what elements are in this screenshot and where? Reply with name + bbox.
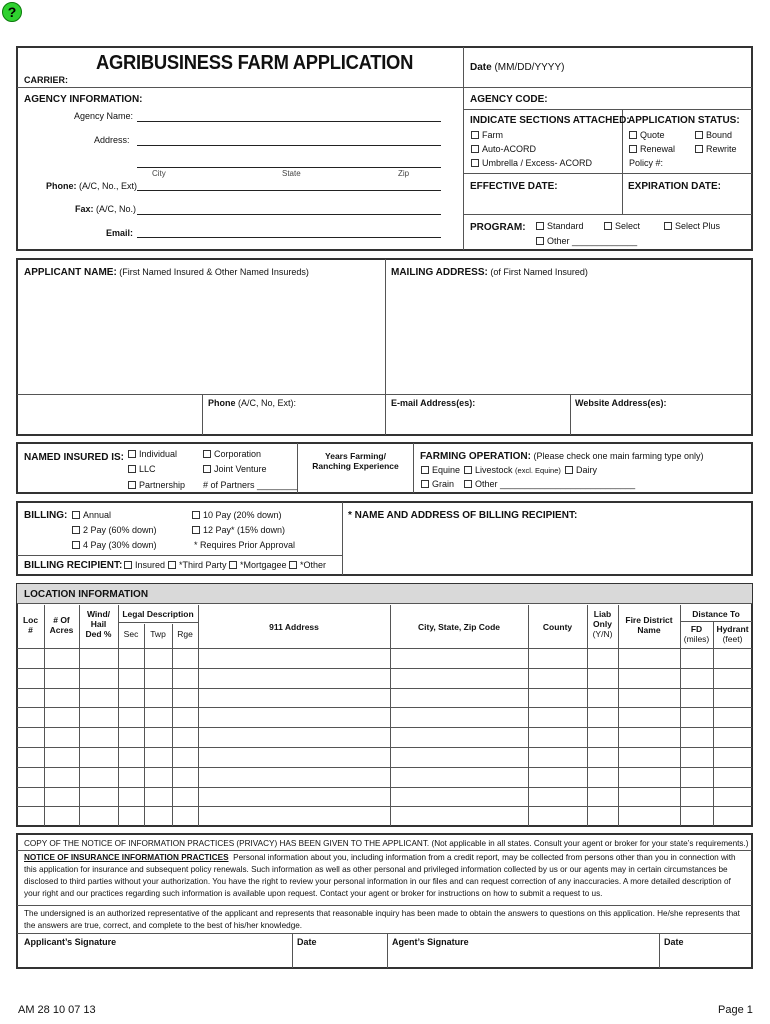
carrier-label: CARRIER: [24,75,68,85]
agency-info-heading: AGENCY INFORMATION: [24,94,143,105]
table-row-divider [17,688,752,689]
email-field[interactable] [137,237,441,238]
checkbox[interactable] [124,561,132,569]
checkbox[interactable] [72,541,80,549]
program-select-plus[interactable]: Select Plus [664,221,720,231]
billing-recipient-label: BILLING RECIPIENT: [24,560,123,571]
status-heading: APPLICATION STATUS: [628,115,740,126]
checkbox[interactable] [128,450,136,458]
checkbox[interactable] [192,511,200,519]
checkbox[interactable] [421,466,429,474]
table-subheader-divider [118,622,198,623]
form-number: AM 28 10 07 13 [18,1004,96,1016]
named-insured-label: NAMED INSURED IS: [24,452,125,463]
privacy-copy-statement: COPY OF THE NOTICE OF INFORMATION PRACTICES (PRIVACY) HAS BEEN GIVEN TO THE APPLICANT. (Not applicable in all states. Consult your agent or broker for your state’s requirements.) [24,839,749,848]
table-col-divider [172,624,173,826]
table-row-divider [17,648,752,649]
email-label: Email: [106,228,134,238]
checkbox[interactable] [471,145,479,153]
agency-code-label: AGENCY CODE: [470,94,548,105]
col-address: 911 Address [269,622,319,632]
col-wind-hail: Wind/ Hail Ded % [85,609,112,639]
program-standard[interactable]: Standard [536,221,584,231]
col-city: City, State, Zip Code [417,622,501,632]
checkbox[interactable] [168,561,176,569]
table-row-divider [17,767,752,768]
agent-date-field[interactable]: Date [664,937,684,947]
notice-paragraph: NOTICE OF INSURANCE INFORMATION PRACTICES Personal information about you, including information from a credit report, may be collected from persons other than you in connection with this application for insurance and subsequent policy renewals. Such information as well as other personal and privileged information collected by us or our agents may in certain circumstances be disclosed to third parties without your authorization. You have the right to review your personal information in our files and can request correction of any inaccuracies. A more detailed description of your right and our practices regarding such information is available upon request. Contact your agent or broker for instructions on how to submit a request to us. [24,853,736,898]
agency-name-label: Agency Name: [74,111,134,121]
mailing-address-label[interactable]: MAILING ADDRESS: (of First Named Insured) [391,267,588,278]
checkbox[interactable] [604,222,612,230]
effective-date-label[interactable]: EFFECTIVE DATE: [470,181,558,192]
zip-caption: Zip [398,169,410,178]
table-subheader-divider [680,621,752,622]
checkbox[interactable] [128,481,136,489]
section-farm[interactable]: Farm [471,130,503,140]
status-bound[interactable]: Bound [695,130,732,140]
fax-label: Fax: (A/C, No.) [75,204,137,214]
col-fire: Fire District Name [625,615,673,635]
col-sec: Sec [123,629,139,639]
checkbox[interactable] [229,561,237,569]
checkbox[interactable] [192,526,200,534]
checkbox[interactable] [421,480,429,488]
status-quote[interactable]: Quote [629,130,665,140]
checkbox[interactable] [695,145,703,153]
section-auto[interactable]: Auto-ACORD [471,144,536,154]
billing-2pay[interactable]: 2 Pay (60% down) [72,525,157,535]
farm-grain[interactable]: Grain [421,479,454,489]
col-acres: # Of Acres [49,615,74,635]
attestation-paragraph: The undersigned is an authorized representative of the applicant and represents that reasonable inquiry has been made to obtain the answers to questions on this application. He/she represents that the answers are true, correct, and complete to the best of his/her knowledge. [24,909,740,930]
sections-heading: INDICATE SECTIONS ATTACHED: [470,115,630,126]
checkbox[interactable] [203,465,211,473]
table-col-divider [44,605,45,826]
table-row-divider [17,747,752,748]
recipient-insured[interactable]: Insured [124,560,165,570]
checkbox[interactable] [664,222,672,230]
expiration-date-label[interactable]: EXPIRATION DATE: [628,181,721,192]
table-row-divider [17,727,752,728]
checkbox[interactable] [471,131,479,139]
ni-corporation[interactable]: Corporation [203,449,261,459]
table-col-divider [144,624,145,826]
farming-operation-label: FARMING OPERATION: (Please check one main farming type only) [420,451,704,462]
address-field-1[interactable] [137,145,441,146]
applicant-email-label[interactable]: E-mail Address(es): [391,398,476,408]
col-rge: Rge [177,629,193,639]
checkbox[interactable] [72,511,80,519]
recipient-third-party[interactable]: *Third Party [168,560,227,570]
status-renewal[interactable]: Renewal [629,144,675,154]
billing-annual[interactable]: Annual [72,510,111,520]
ni-individual[interactable]: Individual [128,449,177,459]
billing-4pay[interactable]: 4 Pay (30% down) [72,540,157,550]
col-liab: Liab Only (Y/N) [592,609,613,639]
applicant-signature-field[interactable]: Applicant’s Signature [24,937,117,947]
checkbox[interactable] [203,450,211,458]
table-row-divider [17,806,752,807]
website-label[interactable]: Website Address(es): [575,398,667,408]
ni-llc[interactable]: LLC [128,464,156,474]
applicant-phone-label[interactable]: Phone (A/C, No, Ext): [208,398,297,408]
applicant-date-field[interactable]: Date [297,937,317,947]
billing-approval-note: * Requires Prior Approval [194,540,296,550]
program-label: PROGRAM: [470,222,526,233]
address-field-2[interactable] [137,167,441,168]
section-umbrella[interactable]: Umbrella / Excess- ACORD [471,158,592,168]
farm-equine[interactable]: Equine [421,465,460,475]
checkbox[interactable] [695,131,703,139]
col-county: County [542,622,573,632]
ni-partnership[interactable]: Partnership [128,480,185,490]
checkbox[interactable] [464,466,472,474]
col-twp: Twp [150,629,166,639]
city-caption: City [152,169,166,178]
form-title: AGRIBUSINESS FARM APPLICATION [96,52,414,74]
help-glyph: ? [7,4,17,20]
help-icon[interactable] [2,2,22,22]
table-col-divider [618,605,619,826]
col-fd: FD (miles) [683,624,710,644]
farm-other[interactable]: Other ___________________________ [464,479,635,489]
agent-signature-field[interactable]: Agent’s Signature [392,937,469,947]
farm-livestock[interactable]: Livestock (excl. Equine) [464,465,561,475]
checkbox[interactable] [629,131,637,139]
table-row-divider [17,668,752,669]
years-farming-label[interactable]: Years Farming/ Ranching Experience [312,451,399,471]
col-distance: Distance To [692,609,740,619]
checkbox[interactable] [128,465,136,473]
billing-label: BILLING: [24,510,68,521]
checkbox[interactable] [289,561,297,569]
policy-number-label[interactable]: Policy #: [629,158,664,168]
state-caption: State [282,169,301,178]
table-row-divider [17,787,752,788]
checkbox[interactable] [471,159,479,167]
billing-10pay[interactable]: 10 Pay (20% down) [192,510,282,520]
checkbox[interactable] [536,222,544,230]
program-other[interactable]: Other _____________ [536,236,637,246]
table-col-divider [528,605,529,826]
checkbox[interactable] [565,466,573,474]
table-row-divider [17,707,752,708]
billing-12pay[interactable]: 12 Pay* (15% down) [192,525,285,535]
status-rewrite[interactable]: Rewrite [695,144,737,154]
col-hydrant: Hydrant (feet) [716,624,749,644]
phone-field[interactable] [137,190,441,191]
ni-num-partners[interactable]: # of Partners ________ [203,480,298,490]
page-number: Page 1 [718,1004,753,1016]
phone-label: Phone: (A/C, No., Ext) [46,181,138,191]
table-col-divider [390,605,391,826]
checkbox[interactable] [629,145,637,153]
address-label: Address: [94,135,130,145]
farm-dairy[interactable]: Dairy [565,465,597,475]
col-legal: Legal Description [122,609,194,619]
applicant-name-label[interactable]: APPLICANT NAME: (First Named Insured & Other Named Insureds) [24,267,309,278]
checkbox[interactable] [536,237,544,245]
col-loc: Loc # [22,615,39,635]
program-select[interactable]: Select [604,221,640,231]
billing-recipient-heading[interactable]: * NAME AND ADDRESS OF BILLING RECIPIENT: [348,510,578,521]
table-col-divider [713,622,714,826]
ni-joint-venture[interactable]: Joint Venture [203,464,267,474]
date-field[interactable]: Date (MM/DD/YYYY) [470,62,565,73]
recipient-mortgagee[interactable]: *Mortgagee [229,560,287,570]
location-heading: LOCATION INFORMATION [24,589,149,600]
table-col-divider [198,605,199,826]
agency-name-field[interactable] [137,121,441,122]
checkbox[interactable] [72,526,80,534]
checkbox[interactable] [464,480,472,488]
recipient-other[interactable]: *Other [289,560,326,570]
fax-field[interactable] [137,214,441,215]
